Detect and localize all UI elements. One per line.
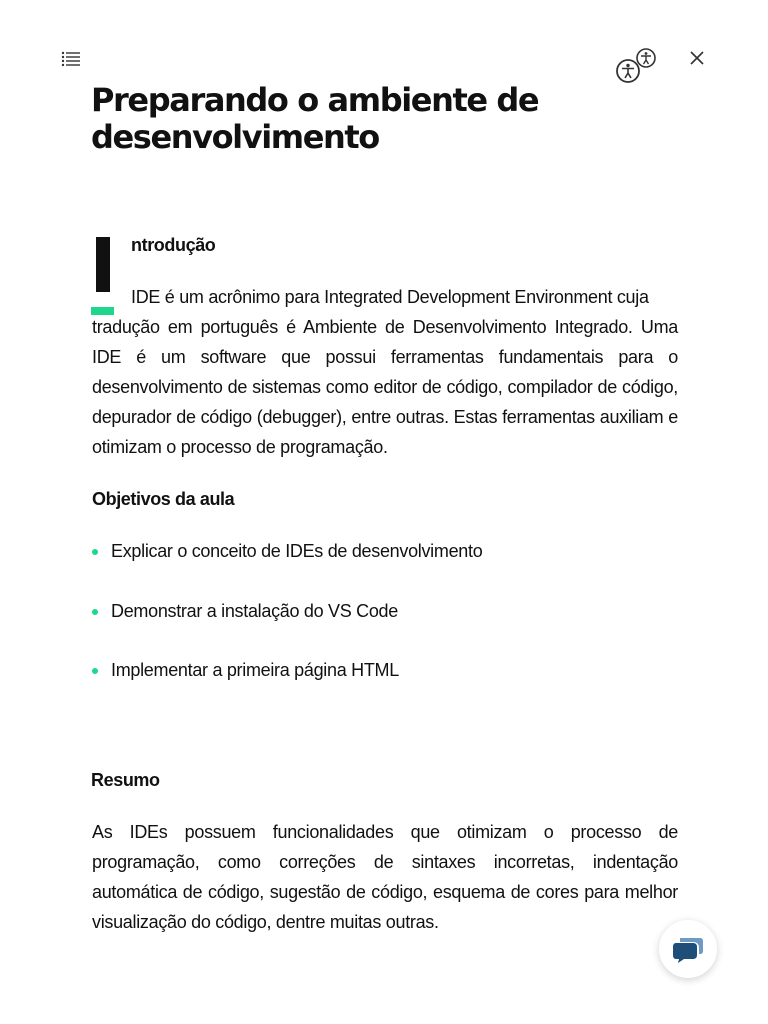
- close-icon: [689, 50, 705, 66]
- objective-text: Demonstrar a instalação do VS Code: [111, 600, 398, 621]
- objective-text: Explicar o conceito de IDEs de desenvolvimento: [111, 541, 483, 561]
- summary-paragraph: As IDEs possuem funcionalidades que otimizam o processo de programação, como correções de sintaxes incorretas, indentação automática de código, sugestão de código, esquema de cores para melhor visualização do código, dentre muitas outras.: [92, 822, 678, 932]
- bullet-icon: [92, 668, 98, 674]
- list-item: [92, 596, 652, 656]
- intro-heading: ntrodução: [131, 235, 216, 255]
- list-item: [92, 655, 652, 715]
- page-title: Preparando o ambiente de desenvolvimento: [91, 81, 539, 156]
- objective-text: Implementar a primeira página HTML: [111, 660, 399, 680]
- close-button[interactable]: [684, 45, 710, 71]
- bullet-icon: [92, 549, 98, 555]
- chat-button[interactable]: [659, 920, 717, 978]
- intro-rest: tradução em português é Ambiente de Desenvolvimento Integrado. Uma IDE é um software que possui ferramentas fundamentais para o desenvolvimento de sistemas como editor de código, compilador de código, depurador de código (debugger), entre outras. Estas ferramentas auxiliam e otimizam o processo de programação.: [92, 317, 678, 457]
- intro-paragraph: [92, 282, 678, 462]
- chat-bubble-icon: [672, 934, 704, 964]
- objectives-list: [92, 536, 652, 715]
- bullet-icon: [92, 609, 98, 615]
- list-item: [92, 536, 652, 596]
- accessibility-icon: [612, 44, 660, 86]
- list-menu-icon: [61, 51, 81, 67]
- accessibility-button[interactable]: [612, 44, 660, 86]
- list-menu-button[interactable]: [58, 46, 84, 72]
- summary-heading: Resumo: [91, 770, 160, 790]
- objectives-heading: Objetivos da aula: [92, 489, 235, 509]
- intro-first-line: IDE é um acrônimo para Integrated Development Environment cuja: [131, 287, 649, 307]
